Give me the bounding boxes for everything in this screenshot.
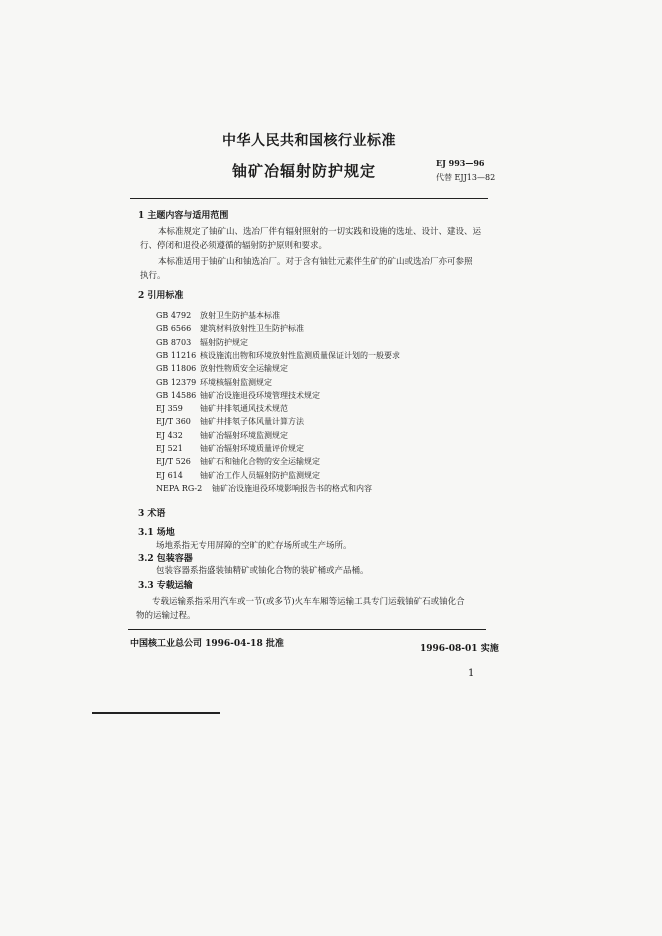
term-3-2-title: 3.2 包装容器 (138, 554, 193, 564)
reference-code: EJ 432 (156, 430, 183, 440)
implementation-date: 1996-08-01 实施 (420, 644, 499, 654)
reference-title: 铀矿冶辐射环境监测规定 (200, 430, 288, 440)
reference-code: GB 8703 (156, 337, 192, 347)
term-3-2-text: 包装容器系指盛装铀精矿或铀化合物的装矿桶或产品桶。 (156, 566, 369, 576)
reference-title: 铀矿井排氡通风技术规范 (200, 404, 288, 414)
reference-title: 环境核辐射监测规定 (200, 377, 272, 387)
reference-title: 铀矿石和铀化合物的安全运输规定 (200, 457, 320, 467)
term-3-1-title: 3.1 场地 (138, 528, 175, 538)
section-1-para2-line1: 本标准适用于铀矿山和铀选冶厂。对于含有铀钍元素伴生矿的矿山或选冶厂亦可参照 (158, 257, 473, 267)
reference-code: EJ/T 360 (156, 417, 191, 427)
reference-code: GB 12379 (156, 377, 197, 387)
reference-item (156, 443, 304, 454)
reference-title: 放射卫生防护基本标准 (200, 311, 280, 320)
document-title: 铀矿冶辐射防护规定 (232, 162, 377, 180)
reference-code: EJ 521 (156, 444, 183, 453)
term-3-1-text: 场地系指无专用屏障的空旷的贮存场所或生产场所。 (156, 541, 352, 551)
reference-code: NEPA RG-2 (156, 483, 203, 493)
reference-title: 放射性物质安全运输规定 (200, 364, 288, 374)
reference-code: GB 6566 (156, 324, 192, 334)
reference-item (156, 416, 304, 427)
reference-item (156, 403, 288, 414)
term-3-3-line2: 物的运输过程。 (136, 611, 196, 621)
term-3-3-line1: 专载运输系指采用汽车或一节(或多节)火车车厢等运输工具专门运载铀矿石或铀化合 (152, 597, 465, 607)
replaces-code: 代替 EJJ13—82 (436, 173, 496, 182)
reference-item (156, 390, 320, 401)
reference-title: 铀矿冶设施退役环境管理技术规定 (200, 390, 320, 400)
reference-title: 建筑材料放射性卫生防护标准 (200, 324, 304, 334)
reference-item (156, 323, 304, 334)
reference-item (156, 377, 272, 388)
reference-item (156, 470, 320, 481)
section-1-para1-line2: 行、停闭和退役必须遵循的辐射防护原则和要求。 (140, 241, 328, 251)
section-3-title: 3 术语 (138, 509, 166, 519)
reference-item (156, 350, 400, 361)
reference-title: 辐射防护规定 (200, 337, 248, 347)
reference-code: GB 11216 (156, 350, 197, 360)
reference-item (156, 337, 248, 348)
standard-code: EJ 993—96 (436, 158, 485, 168)
reference-code: GB 4792 (156, 311, 192, 320)
section-2-title: 2 引用标准 (138, 291, 184, 301)
reference-title: 铀矿井排氡子体风量计算方法 (200, 417, 304, 427)
reference-item (156, 456, 320, 467)
reference-item (156, 483, 372, 494)
reference-title: 铀矿冶工作人员辐射防护监测规定 (200, 470, 320, 480)
footer-rule (128, 629, 486, 630)
section-1-para1-line1: 本标准规定了铀矿山、选冶厂伴有辐射照射的一切实践和设施的选址、设计、建设、运 (158, 227, 482, 237)
reference-code: GB 11806 (156, 364, 197, 374)
reference-title: 核设施流出物和环境放射性监测质量保证计划的一般要求 (200, 350, 400, 360)
reference-title: 铀矿冶设施退役环境影响报告书的格式和内容 (212, 483, 372, 493)
reference-item (156, 310, 280, 321)
header-rule (130, 198, 488, 199)
reference-item (156, 363, 288, 374)
reference-code: EJ/T 526 (156, 457, 191, 467)
reference-code: EJ 359 (156, 404, 183, 414)
bottom-rule (92, 712, 220, 714)
section-1-title: 1 主题内容与适用范围 (138, 211, 229, 221)
reference-code: EJ 614 (156, 470, 183, 480)
reference-code: GB 14586 (156, 390, 197, 400)
standard-title: 中华人民共和国核行业标准 (222, 133, 396, 149)
term-3-3-title: 3.3 专载运输 (138, 581, 193, 591)
approval-date: 中国核工业总公司 1996-04-18 批准 (130, 639, 284, 649)
reference-item (156, 430, 288, 441)
section-1-para2-line2: 执行。 (140, 271, 166, 281)
page-number: 1 (468, 668, 475, 679)
reference-title: 铀矿冶辐射环境质量评价规定 (200, 444, 304, 453)
